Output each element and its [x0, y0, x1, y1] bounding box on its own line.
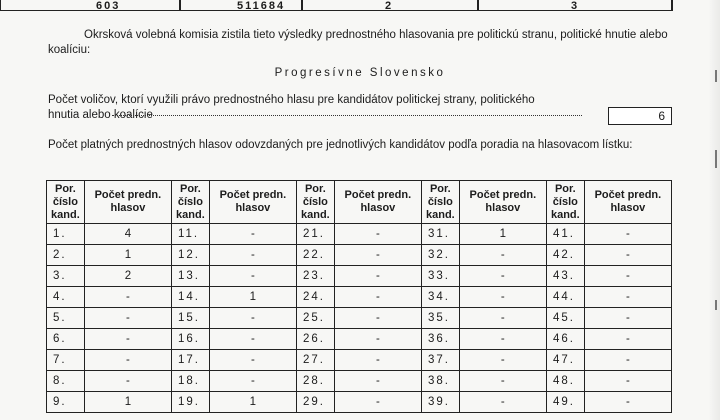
candidate-number: 45. — [546, 308, 584, 329]
party-name: Progresívne Slovensko — [274, 67, 446, 79]
header-candidate-number: Por. číslo kand. — [296, 181, 334, 224]
candidate-number: 49. — [546, 392, 584, 413]
candidate-number: 1. — [47, 224, 85, 245]
vote-count: - — [209, 308, 296, 329]
top-cell-1: 603 — [96, 0, 121, 12]
vote-count: 1 — [209, 392, 296, 413]
candidate-number: 24. — [296, 287, 334, 308]
table-row — [47, 287, 672, 308]
top-cell-4: 3 — [571, 0, 580, 12]
vote-count: 1 — [209, 287, 296, 308]
vote-count: - — [334, 245, 421, 266]
vote-count: - — [584, 245, 671, 266]
header-vote-count: Počet predn. hlasov — [459, 181, 546, 224]
candidate-number: 21. — [296, 224, 334, 245]
candidate-number: 8. — [47, 371, 85, 392]
valid-votes-label: Počet platných prednostných hlasov odovzdaných pre jednotlivých kandidátov podľa poradia na hlasovacom lístku: — [48, 139, 633, 151]
vote-count: - — [334, 392, 421, 413]
candidate-number: 41. — [546, 224, 584, 245]
vote-count: - — [84, 308, 171, 329]
header-candidate-number: Por. číslo kand. — [546, 181, 584, 224]
table-row — [47, 308, 672, 329]
candidate-number: 15. — [171, 308, 209, 329]
header-vote-count: Počet predn. hlasov — [209, 181, 296, 224]
candidate-number: 22. — [296, 245, 334, 266]
candidate-number: 6. — [47, 329, 85, 350]
candidate-number: 25. — [296, 308, 334, 329]
candidate-number: 32. — [421, 245, 459, 266]
top-cell-3: 2 — [385, 0, 394, 12]
candidate-number: 16. — [171, 329, 209, 350]
vote-count: - — [584, 392, 671, 413]
vote-count: - — [209, 245, 296, 266]
intro-text: Okrsková volebná komisia zistila tieto výsledky prednostného hlasovania pre politickú stranu, politické hnutie alebo koalíciu: — [48, 29, 668, 56]
table-row — [47, 266, 672, 287]
candidate-number: 4. — [47, 287, 85, 308]
vote-count: - — [334, 287, 421, 308]
candidate-number: 9. — [47, 392, 85, 413]
header-vote-count: Počet predn. hlasov — [334, 181, 421, 224]
vote-count: - — [209, 371, 296, 392]
candidate-number: 12. — [171, 245, 209, 266]
vote-count: - — [334, 371, 421, 392]
vote-count: 1 — [84, 392, 171, 413]
candidate-number: 31. — [421, 224, 459, 245]
voters-label: Počet voličov, ktorí využili právo prednostného hlasu pre kandidátov politickej strany, politického hnutia alebo koalície — [48, 94, 535, 121]
vote-count: - — [584, 350, 671, 371]
table-row — [47, 245, 672, 266]
table-row — [47, 371, 672, 392]
candidate-number: 38. — [421, 371, 459, 392]
candidate-number: 39. — [421, 392, 459, 413]
candidate-number: 42. — [546, 245, 584, 266]
vote-count: - — [459, 350, 546, 371]
vote-count: - — [584, 266, 671, 287]
vote-count: - — [334, 308, 421, 329]
candidate-number: 11. — [171, 224, 209, 245]
vote-count: - — [459, 287, 546, 308]
previous-table-row — [0, 0, 673, 11]
vote-count: - — [459, 266, 546, 287]
vote-count: - — [459, 329, 546, 350]
vote-count: - — [209, 350, 296, 371]
candidate-number: 26. — [296, 329, 334, 350]
scan-edge — [708, 0, 720, 420]
vote-count: - — [584, 224, 671, 245]
candidate-number: 47. — [546, 350, 584, 371]
candidate-number: 28. — [296, 371, 334, 392]
vote-count: - — [84, 371, 171, 392]
candidate-number: 3. — [47, 266, 85, 287]
voters-value-box — [608, 107, 672, 125]
candidate-number: 48. — [546, 371, 584, 392]
vote-count: - — [209, 329, 296, 350]
header-candidate-number: Por. číslo kand. — [421, 181, 459, 224]
candidate-number: 17. — [171, 350, 209, 371]
header-vote-count: Počet predn. hlasov — [584, 181, 671, 224]
header-candidate-number: Por. číslo kand. — [171, 181, 209, 224]
vote-count: - — [209, 224, 296, 245]
vote-count: - — [459, 308, 546, 329]
vote-count: - — [459, 245, 546, 266]
dotted-leader — [112, 114, 582, 116]
vote-count: - — [459, 371, 546, 392]
vote-count: - — [459, 392, 546, 413]
vote-count: - — [84, 350, 171, 371]
candidate-number: 43. — [546, 266, 584, 287]
vote-count: - — [334, 329, 421, 350]
candidate-number: 18. — [171, 371, 209, 392]
candidate-number: 29. — [296, 392, 334, 413]
vote-count: 4 — [84, 224, 171, 245]
candidate-number: 36. — [421, 329, 459, 350]
candidate-number: 23. — [296, 266, 334, 287]
vote-count: 1 — [84, 245, 171, 266]
candidate-number: 19. — [171, 392, 209, 413]
table-row — [47, 224, 672, 245]
candidate-number: 5. — [47, 308, 85, 329]
candidate-number: 44. — [546, 287, 584, 308]
vote-count: - — [334, 266, 421, 287]
vote-count: - — [209, 266, 296, 287]
candidate-number: 46. — [546, 329, 584, 350]
candidate-number: 2. — [47, 245, 85, 266]
vote-count: - — [584, 371, 671, 392]
vote-count: - — [584, 287, 671, 308]
candidate-number: 13. — [171, 266, 209, 287]
vote-count: 2 — [84, 266, 171, 287]
candidate-number: 27. — [296, 350, 334, 371]
header-candidate-number: Por. číslo kand. — [47, 181, 85, 224]
table-row — [47, 350, 672, 371]
vote-count: - — [334, 224, 421, 245]
table-row — [47, 329, 672, 350]
top-cell-2: 511684 — [237, 0, 286, 12]
candidate-number: 14. — [171, 287, 209, 308]
header-vote-count: Počet predn. hlasov — [84, 181, 171, 224]
table-header-row — [47, 181, 672, 224]
candidate-number: 7. — [47, 350, 85, 371]
voters-value: 6 — [658, 109, 665, 123]
vote-count: 1 — [459, 224, 546, 245]
table-row — [47, 392, 672, 413]
vote-count: - — [84, 287, 171, 308]
candidate-number: 34. — [421, 287, 459, 308]
vote-count: - — [584, 308, 671, 329]
candidate-number: 35. — [421, 308, 459, 329]
vote-count: - — [584, 329, 671, 350]
candidate-number: 37. — [421, 350, 459, 371]
vote-count: - — [334, 350, 421, 371]
candidate-number: 33. — [421, 266, 459, 287]
preferential-votes-table — [46, 180, 672, 413]
vote-count: - — [84, 329, 171, 350]
